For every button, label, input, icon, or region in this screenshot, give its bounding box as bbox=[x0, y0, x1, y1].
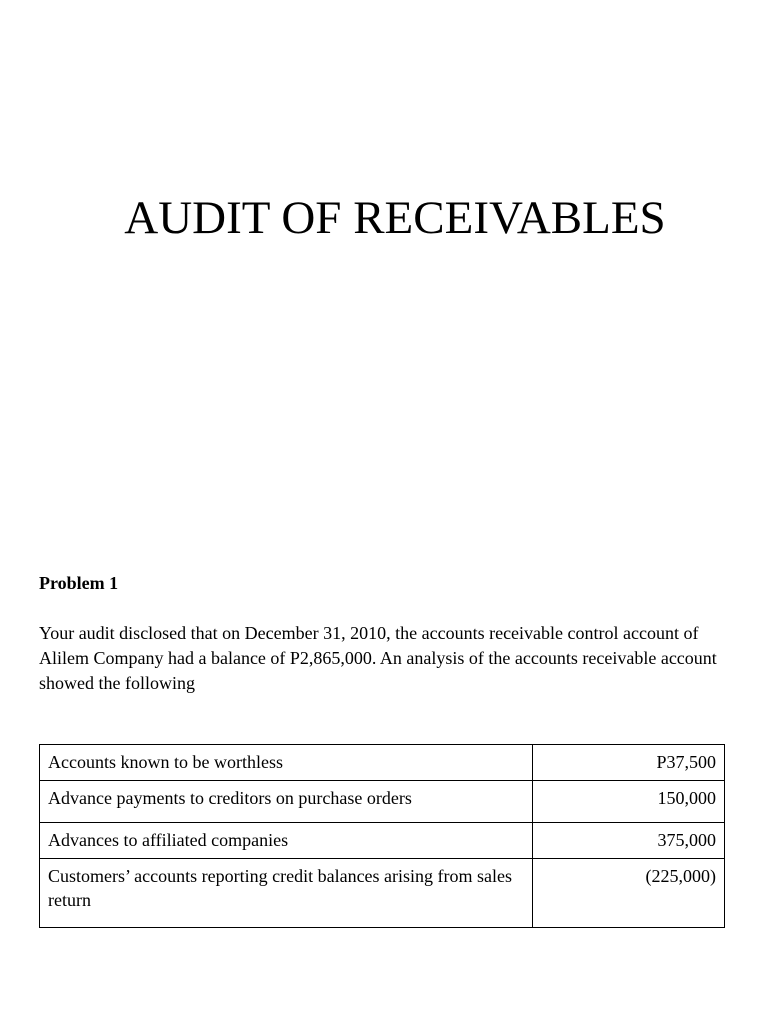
receivables-analysis-table bbox=[39, 744, 725, 928]
table-row bbox=[40, 745, 725, 781]
problem-heading: Problem 1 bbox=[39, 573, 119, 593]
table-row bbox=[40, 781, 725, 823]
page-title: AUDIT OF RECEIVABLES bbox=[124, 192, 666, 244]
table-row bbox=[40, 859, 725, 928]
row-description: Advances to affiliated companies bbox=[40, 823, 533, 859]
problem-intro-text: Your audit disclosed that on December 31, 2010, the accounts receivable control account of Alilem Company had a balance of P2,865,000. An analysis of the accounts receivable account showed the following bbox=[39, 623, 717, 693]
table-row bbox=[40, 823, 725, 859]
row-description: Advance payments to creditors on purchase orders bbox=[40, 781, 533, 823]
row-amount: 375,000 bbox=[533, 823, 725, 859]
row-amount: 150,000 bbox=[533, 781, 725, 823]
row-description: Accounts known to be worthless bbox=[40, 745, 533, 781]
row-amount: (225,000) bbox=[533, 859, 725, 928]
row-amount: P37,500 bbox=[533, 745, 725, 781]
row-description: Customers’ accounts reporting credit balances arising from sales return bbox=[40, 859, 533, 928]
